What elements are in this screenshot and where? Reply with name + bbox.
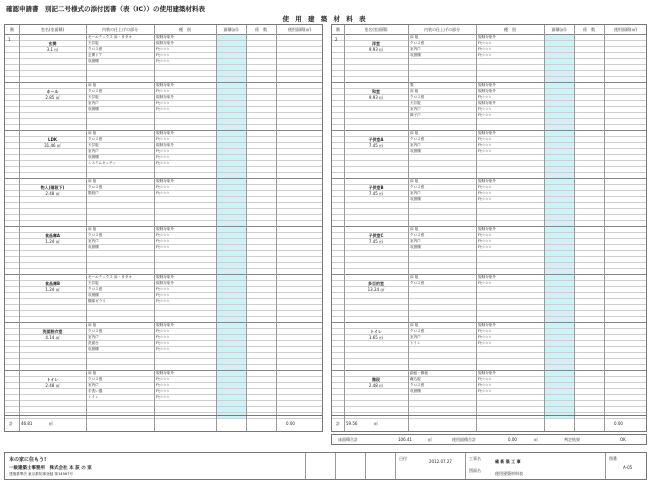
material-kind: Fｾ☆☆☆ (478, 377, 492, 381)
finish-part: クロス張 (410, 281, 425, 285)
material-kind: Fｾ☆☆☆ (156, 149, 170, 153)
column-divider (216, 25, 217, 431)
material-kind: Fｾ☆☆☆ (156, 299, 170, 303)
finish-part: 天井板 (88, 41, 99, 45)
room-area: 7.45 ㎡ (368, 239, 384, 244)
header-floor: 階 (332, 25, 344, 35)
finish-part: 収納棚 (410, 53, 421, 57)
column-divider (604, 25, 605, 431)
company-name: 一級建築士事務所 株式会社 本 荻 の 家 (9, 466, 92, 471)
finish-part: 床 板 (88, 83, 97, 87)
room-label (344, 41, 408, 53)
room-area: 13.24 ㎡ (367, 287, 385, 292)
material-kind: 規制対象外 (156, 323, 174, 327)
material-kind: Fｾ☆☆☆ (156, 233, 170, 237)
right-material-table (331, 24, 647, 432)
company-registration: 建築基準法 東京都知事登録 第14567号 (9, 472, 74, 476)
material-kind: Fｾ☆☆☆ (156, 239, 170, 243)
finish-part: 収納棚 (410, 197, 421, 201)
material-kind: 規制対象外 (478, 227, 496, 231)
header-area: 面積(㎡) (216, 25, 246, 35)
room-label (19, 137, 86, 149)
column-divider (86, 25, 87, 431)
finish-part: 天井板 (88, 281, 99, 285)
date-label: 日付 (399, 456, 407, 461)
finish-part: クロス張 (410, 41, 425, 45)
material-kind: Fｾ☆☆☆ (156, 101, 170, 105)
logo-text: 本の家に住もう! (9, 457, 47, 463)
total-value: 59.56 (346, 421, 358, 426)
material-kind: Fｾ☆☆☆ (478, 47, 492, 51)
material-kind: 規制対象外 (156, 371, 174, 375)
document-title: 確認申請書 別記二号様式の添付図書（表（IC））の使用建築材料表 (6, 5, 205, 13)
room-area: 2.48 ㎡ (45, 383, 60, 388)
room-group (332, 322, 646, 371)
room-group (5, 178, 322, 227)
finish-part: クロス張 (410, 137, 425, 141)
material-kind: 規制対象外 (478, 275, 496, 279)
finish-part: 室内戸 (410, 335, 421, 339)
material-kind: 規制対象外 (156, 131, 174, 135)
room-group (332, 370, 646, 419)
material-kind: Fｾ☆☆☆ (156, 137, 170, 141)
material-kind: 規制対象外 (478, 83, 496, 87)
finish-part: 床 板 (410, 89, 419, 93)
room-label (19, 377, 86, 389)
finish-part: 室内戸 (410, 143, 421, 147)
total-value: 46.81 (21, 421, 33, 426)
material-kind: Fｾ☆☆☆ (156, 47, 170, 51)
material-kind: 規制対象外 (156, 41, 174, 45)
room-group (5, 130, 322, 179)
room-label (19, 185, 86, 197)
room-label (19, 281, 86, 293)
column-divider (276, 25, 277, 431)
floor-total-value: 106.41 (398, 437, 412, 442)
finish-part: 床 板 (410, 35, 419, 39)
room-label (344, 233, 408, 245)
header-used: 使用面積(㎡) (604, 25, 647, 35)
column-divider (344, 25, 345, 431)
finish-part: クロス張 (88, 185, 103, 189)
finish-part: モールテックス 床・タタキ (88, 275, 133, 279)
room-name: 洗面脱衣室 (42, 329, 63, 334)
material-kind: Fｾ☆☆☆ (156, 329, 170, 333)
finish-part: 室内戸 (410, 107, 421, 111)
finish-part: 床 板 (410, 131, 419, 135)
room-group (5, 34, 322, 83)
finish-part: 収納棚 (410, 245, 421, 249)
finish-part: トイレ (88, 395, 99, 399)
material-kind: Fｾ☆☆☆ (478, 341, 492, 345)
material-kind: 規制対象外 (156, 179, 174, 183)
summary-bar (331, 434, 647, 445)
header-kind: 種 別 (476, 25, 544, 35)
room-name: LDK (48, 137, 57, 142)
finish-part: 床 板 (410, 179, 419, 183)
room-label (19, 41, 86, 53)
finish-part: 収納棚 (88, 59, 99, 63)
material-kind: Fｾ☆☆☆ (478, 149, 492, 153)
material-kind: Fｾ☆☆☆ (478, 197, 492, 201)
room-group (332, 178, 646, 227)
material-kind: Fｾ☆☆☆ (156, 161, 170, 165)
finish-part: クロス張 (410, 329, 425, 333)
finish-part: 床 板 (88, 179, 97, 183)
finish-part: 室内戸 (88, 383, 99, 387)
finish-part: クロス張 (410, 95, 425, 99)
room-label (344, 377, 408, 389)
material-kind: Fｾ☆☆☆ (156, 89, 170, 93)
finish-part: 室内戸 (88, 239, 99, 243)
total-label: 計 (336, 421, 340, 426)
material-kind: Fｾ☆☆☆ (478, 107, 492, 111)
room-label (19, 329, 86, 341)
room-name: 食品庫B (44, 281, 61, 286)
judge-label: 判定結果 (564, 437, 580, 442)
room-area: 2.85 ㎡ (45, 95, 60, 100)
room-group (5, 274, 322, 323)
material-kind: 規制対象外 (478, 371, 496, 375)
material-kind: Fｾ☆☆☆ (478, 329, 492, 333)
room-name: トイレ (46, 377, 59, 382)
material-kind: Fｾ☆☆☆ (478, 335, 492, 339)
material-kind: 規制対象外 (156, 95, 174, 99)
material-kind: Fｾ☆☆☆ (156, 59, 170, 63)
sheet-number: A-05 (623, 465, 633, 470)
project-label: 工事名 (469, 456, 481, 461)
finish-part: クロス張 (88, 377, 103, 381)
finish-part: 障子戸 (410, 113, 421, 117)
material-kind: Fｾ☆☆☆ (478, 185, 492, 189)
document-subtitle: 使 用 建 築 材 料 表 (282, 15, 368, 23)
finish-part: 踏板・側板 (410, 371, 428, 375)
material-kind: Fｾ☆☆☆ (156, 395, 170, 399)
header-used: 使用面積(㎡) (276, 25, 323, 35)
material-kind: Fｾ☆☆☆ (156, 287, 170, 291)
room-area: 1.24 ㎡ (45, 239, 60, 244)
date-value: 2012.07.27 (429, 459, 452, 464)
header-kind: 種 別 (154, 25, 216, 35)
finish-part: クロス張 (410, 185, 425, 189)
material-kind: Fｾ☆☆☆ (156, 107, 170, 111)
room-area: 2.48 ㎡ (368, 383, 384, 388)
material-kind: Fｾ☆☆☆ (478, 137, 492, 141)
finish-part: クロス張 (88, 137, 103, 141)
material-kind: 規制対象外 (478, 35, 496, 39)
finish-part: 収納棚 (88, 293, 99, 297)
total-unit: ㎡ (374, 421, 378, 426)
finish-part: 収納棚 (88, 155, 99, 159)
floor-number: 2 (335, 37, 338, 42)
finish-part: クロス張 (88, 287, 103, 291)
material-kind: 規制対象外 (478, 131, 496, 135)
finish-part: 床 板 (88, 131, 97, 135)
finish-part: 室内戸 (410, 47, 421, 51)
material-kind: Fｾ☆☆☆ (478, 41, 492, 45)
material-kind: Fｾ☆☆☆ (156, 245, 170, 249)
finish-part: 手洗い器 (88, 389, 103, 393)
room-group (332, 82, 646, 131)
header-part: 内装の仕上げの部分 (86, 25, 154, 35)
judge-value: OK (620, 437, 626, 442)
project-name: 確 新 築 工 事 (495, 459, 521, 464)
room-area: 2.48 ㎡ (45, 191, 60, 196)
room-label (19, 233, 86, 245)
finish-part: トイレ (410, 341, 421, 345)
room-label (344, 137, 408, 149)
column-divider (246, 25, 247, 431)
material-kind: Fｾ☆☆☆ (478, 143, 492, 147)
material-kind: Fｾ☆☆☆ (478, 233, 492, 237)
material-kind: Fｾ☆☆☆ (156, 185, 170, 189)
material-kind: Fｾ☆☆☆ (478, 239, 492, 243)
finish-part: 床 板 (88, 227, 97, 231)
material-kind: Fｾ☆☆☆ (156, 341, 170, 345)
room-area: 31.46 ㎡ (44, 143, 61, 148)
material-kind: Fｾ☆☆☆ (156, 53, 170, 57)
finish-part: 収納棚 (88, 107, 99, 111)
finish-part: 室内戸 (88, 335, 99, 339)
finish-part: クロス張 (88, 47, 103, 51)
room-name: トイレ (370, 329, 382, 334)
material-kind: 規制対象外 (156, 35, 174, 39)
drawing-label: 図面名 (469, 468, 481, 473)
room-label (344, 329, 408, 341)
finish-part: 畳 (410, 83, 414, 87)
left-material-table (4, 24, 323, 432)
finish-part: 収納棚 (88, 347, 99, 351)
finish-part: 室内戸 (410, 239, 421, 243)
total-row (5, 415, 322, 431)
used-total-unit: ㎡ (534, 437, 538, 442)
room-name: 階段 (372, 377, 380, 382)
header-coef: 係 数 (246, 25, 276, 35)
material-kind: 規制対象外 (478, 179, 496, 183)
room-group (332, 226, 646, 275)
room-name: 和室 (372, 89, 380, 94)
finish-part: 収納棚 (88, 245, 99, 249)
finish-part: 室内戸 (88, 149, 99, 153)
material-kind: 規制対象外 (156, 83, 174, 87)
column-divider (574, 25, 575, 431)
sheet-label: 図番 (609, 456, 617, 461)
room-name: 洋室 (372, 41, 380, 46)
finish-part: 収納棚 (410, 149, 421, 153)
room-name: 多目的室 (368, 281, 384, 286)
room-area: 3.1 ㎡ (46, 47, 59, 52)
room-name: 食品庫A (44, 233, 61, 238)
material-kind: Fｾ☆☆☆ (156, 293, 170, 297)
finish-part: 階段戸 (88, 191, 99, 195)
finish-part: 床 板 (410, 227, 419, 231)
column-divider (19, 25, 20, 431)
column-divider (408, 25, 409, 431)
material-kind: Fｾ☆☆☆ (478, 53, 492, 57)
column-divider (154, 25, 155, 431)
finish-part: 玄関ドア (88, 53, 103, 57)
finish-part: 室内戸 (410, 191, 421, 195)
total-unit: ㎡ (49, 421, 53, 426)
room-name: ホール (46, 89, 59, 94)
finish-part: クロス張 (88, 89, 103, 93)
total-row (332, 415, 646, 431)
floor-total-label: 床面積合計 (338, 437, 358, 442)
room-label (344, 281, 408, 293)
material-kind: Fｾ☆☆☆ (478, 95, 492, 99)
material-kind: Fｾ☆☆☆ (478, 191, 492, 195)
room-group (332, 34, 646, 83)
finish-part: 床 板 (88, 323, 97, 327)
room-label (19, 89, 86, 101)
finish-part: 洗面台 (88, 341, 99, 345)
material-kind: Fｾ☆☆☆ (478, 389, 492, 393)
finish-part: 床 板 (88, 371, 97, 375)
total-label: 計 (9, 421, 13, 426)
room-name: 玄関 (48, 41, 57, 46)
room-area: 4.14 ㎡ (45, 335, 60, 340)
material-kind: 規制対象外 (156, 275, 174, 279)
room-group (332, 274, 646, 323)
floor-total-unit: ㎡ (428, 437, 432, 442)
company-logo-area (5, 453, 131, 479)
room-group (5, 322, 322, 371)
finish-part: クロス張 (410, 233, 425, 237)
header-room: 室名(室面積) (19, 25, 86, 35)
material-kind: Fｾ☆☆☆ (478, 383, 492, 387)
room-name: 子供室B (368, 185, 384, 190)
room-area: 9.93 ㎡ (368, 95, 384, 100)
material-kind: Fｾ☆☆☆ (156, 335, 170, 339)
material-kind: Fｾ☆☆☆ (478, 245, 492, 249)
room-area: 1.24 ㎡ (45, 287, 60, 292)
header-room: 室名(室面積) (344, 25, 408, 35)
drawing-name: 使用建築材料表 (495, 471, 523, 476)
header-floor: 階 (5, 25, 19, 35)
room-area: 9.93 ㎡ (368, 47, 384, 52)
used-total-label: 使用面積合計 (452, 437, 476, 442)
material-kind: Fｾ☆☆☆ (478, 281, 492, 285)
room-name: 子供室C (368, 233, 384, 238)
finish-part: 室内戸 (88, 101, 99, 105)
material-kind: 規制対象外 (156, 281, 174, 285)
material-kind: 規制対象外 (156, 143, 174, 147)
header-coef: 係 数 (574, 25, 604, 35)
finish-part: システムキッチン (88, 161, 117, 165)
finish-part: 収納棚 (410, 389, 421, 393)
finish-part: 床 板 (410, 323, 419, 327)
column-divider (544, 25, 545, 431)
finish-part: 棚扉ガラリ (88, 299, 106, 303)
material-kind: Fｾ☆☆☆ (478, 113, 492, 117)
header-area: 面積(㎡) (544, 25, 574, 35)
material-kind: 規制対象外 (156, 227, 174, 231)
room-group (5, 226, 322, 275)
material-kind: Fｾ☆☆☆ (156, 389, 170, 393)
finish-part: 天井板 (88, 143, 99, 147)
finish-part: 床 板 (410, 275, 419, 279)
column-divider (476, 25, 477, 431)
room-label (344, 89, 408, 101)
room-label (344, 185, 408, 197)
total-used: 0.00 (286, 421, 295, 426)
title-block (4, 452, 647, 480)
floor-number: 1 (8, 37, 11, 42)
header-part: 内装の仕上げの部分 (408, 25, 476, 35)
material-kind: Fｾ☆☆☆ (156, 383, 170, 387)
room-group (5, 82, 322, 131)
finish-part: 天井板 (88, 95, 99, 99)
finish-part: 蹴込板 (410, 377, 421, 381)
finish-part: クロス張 (88, 233, 103, 237)
material-kind: Fｾ☆☆☆ (156, 191, 170, 195)
room-group (332, 130, 646, 179)
material-kind: 規制対象外 (478, 89, 496, 93)
finish-part: 天井板 (410, 101, 421, 105)
room-area: 1.65 ㎡ (368, 335, 384, 340)
finish-part: クロス張 (410, 383, 425, 387)
material-kind: 規制対象外 (478, 323, 496, 327)
total-used: 0.00 (614, 421, 623, 426)
room-name: 子供室A (368, 137, 384, 142)
room-area: 7.45 ㎡ (368, 143, 384, 148)
used-total-value: 0.00 (508, 437, 517, 442)
material-kind: Fｾ☆☆☆ (156, 377, 170, 381)
material-kind: Fｾ☆☆☆ (156, 155, 170, 159)
room-area: 7.45 ㎡ (368, 191, 384, 196)
finish-part: モールテックス 床・タタキ (88, 35, 133, 39)
material-kind: Fｾ☆☆☆ (156, 347, 170, 351)
material-kind: 規制対象外 (478, 101, 496, 105)
finish-part: クロス張 (88, 329, 103, 333)
room-group (5, 370, 322, 419)
room-name: 物入(階段下) (40, 185, 65, 190)
